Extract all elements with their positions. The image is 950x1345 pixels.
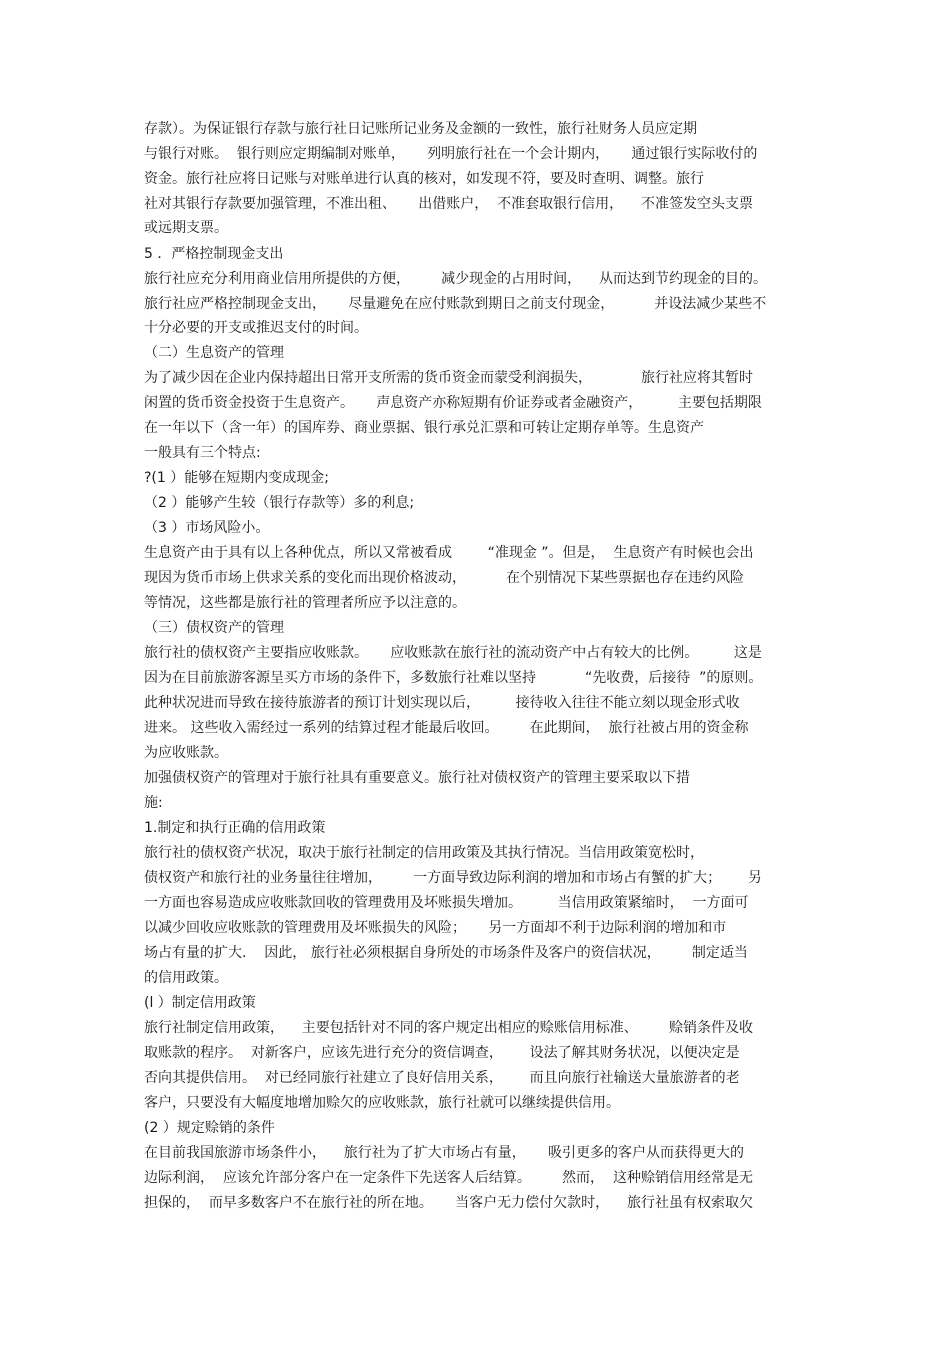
text-line: 十分必要的开支或推迟支付的时间。 <box>144 320 368 336</box>
text-line: 为了减少因在企业内保持超出日常开支所需的货币资金而蒙受利润损失， 旅行社应将其暂时 <box>144 370 753 386</box>
text-line: 为应收账款。 <box>144 745 228 761</box>
text-line: 旅行社应严格控制现金支出， 尽量避免在应付账款到期日之前支付现金， 并设法减少某些不 <box>144 296 767 312</box>
text-line: 存款）。为保证银行存款与旅行社日记账所记业务及金额的一致性，旅行社财务人员应定期 <box>144 121 697 137</box>
text-line: 客户，只要没有大幅度地增加赊欠的应收账款，旅行社就可以继续提供信用。 <box>144 1095 620 1111</box>
text-line: 现因为货币市场上供求关系的变化而出现价格波动， 在个别情况下某些票据也存在违约风险 <box>144 570 745 586</box>
text-line: 此种状况进而导致在接待旅游者的预订计划实现以后， 接待收入往往不能立刻以现金形式收 <box>144 695 740 711</box>
text-line: 旅行社制定信用政策， 主要包括针对不同的客户规定出相应的赊账信用标准、 赊销条件及收 <box>144 1020 753 1036</box>
text-line: 因为在目前旅游客源呈买方市场的条件下，多数旅行社难以坚持 “先收费，后接待 ”的原则。 <box>144 670 763 686</box>
text-line: 旅行社的债权资产状况，取决于旅行社制定的信用政策及其执行情况。当信用政策宽松时， <box>144 845 704 861</box>
list-item: ?(1 ）能够在短期内变成现金; <box>144 470 329 486</box>
text-line: 闲置的货币资金投资于生息资产。 声息资产亦称短期有价证券或者金融资产， 主要包括期限 <box>144 395 762 411</box>
section-heading: （三）债权资产的管理 <box>144 620 284 636</box>
list-item: （3 ）市场风险小。 <box>144 520 270 536</box>
section-heading: 5 ．严格控制现金支出 <box>144 246 284 262</box>
text-line: 一方面也容易造成应收账款回收的管理费用及坏账损失增加。 当信用政策紧缩时， 一方面可 <box>144 895 749 911</box>
text-line: 取账款的程序。 对新客户，应该先进行充分的资信调查， 设法了解其财务状况，以便决定是 <box>144 1045 740 1061</box>
text-line: 的信用政策。 <box>144 970 228 986</box>
text-line: 等情况，这些都是旅行社的管理者所应予以注意的。 <box>144 595 466 611</box>
section-heading: （二）生息资产的管理 <box>144 345 284 361</box>
text-line: 与银行对账。 银行则应定期编制对账单， 列明旅行社在一个会计期内， 通过银行实际收付的 <box>144 146 758 162</box>
text-line: 旅行社的债权资产主要指应收账款。 应收账款在旅行社的流动资产中占有较大的比例。 这是 <box>144 645 762 661</box>
text-line: 边际利润， 应该允许部分客户在一定条件下先送客人后结算。 然而， 这种赊销信用经常是无 <box>144 1170 753 1186</box>
text-line: 加强债权资产的管理对于旅行社具有重要意义。旅行社对债权资产的管理主要采取以下措 <box>144 770 690 786</box>
text-line: 否向其提供信用。 对已经同旅行社建立了良好信用关系， 而且向旅行社输送大量旅游者的老 <box>144 1070 740 1086</box>
text-line: 社对其银行存款要加强管理，不准出租、 出借账户， 不准套取银行信用， 不准签发空头支票 <box>144 196 753 212</box>
text-line: 一般具有三个特点: <box>144 445 261 461</box>
text-line: 在一年以下（含一年）的国库券、商业票据、银行承兑汇票和可转让定期存单等。生息资产 <box>144 420 704 436</box>
text-line: 生息资产由于具有以上各种优点，所以又常被看成 “准现金 ”。但是， 生息资产有时候也会出 <box>144 545 754 561</box>
text-line: 担保的， 而早多数客户不在旅行社的所在地。 当客户无力偿付欠款时， 旅行社虽有权索取欠 <box>144 1195 753 1211</box>
section-heading: (2 ）规定赊销的条件 <box>144 1120 275 1136</box>
text-line: 或远期支票。 <box>144 220 228 236</box>
section-heading: 1.制定和执行正确的信用政策 <box>144 820 326 836</box>
section-heading: (l ）制定信用政策 <box>144 995 256 1011</box>
text-line: 旅行社应充分利用商业信用所提供的方便， 减少现金的占用时间， 从而达到节约现金的目的。 <box>144 271 767 287</box>
text-line: 场占有量的扩大. 因此， 旅行社必须根据自身所处的市场条件及客户的资信状况， 制定适当 <box>144 945 748 961</box>
text-line: 进来。 这些收入需经过一系列的结算过程才能最后收回。 在此期间， 旅行社被占用的资金称 <box>144 720 749 736</box>
text-line: 资金。旅行社应将日记账与对账单进行认真的核对，如发现不符，要及时查明、调整。旅行 <box>144 171 704 187</box>
text-line: 债权资产和旅行社的业务量往往增加， 一方面导致边际利润的增加和市场占有蟹的扩大； 另 <box>144 870 762 886</box>
text-line: 以减少回收应收账款的管理费用及坏账损失的风险； 另一方面却不利于边际利润的增加和市 <box>144 920 727 936</box>
text-line: 施: <box>144 795 163 811</box>
text-line: 在目前我国旅游市场条件小， 旅行社为了扩大市场占有量， 吸引更多的客户从而获得更大的 <box>144 1145 745 1161</box>
list-item: （2 ）能够产生较（银行存款等）多的利息; <box>144 495 415 511</box>
